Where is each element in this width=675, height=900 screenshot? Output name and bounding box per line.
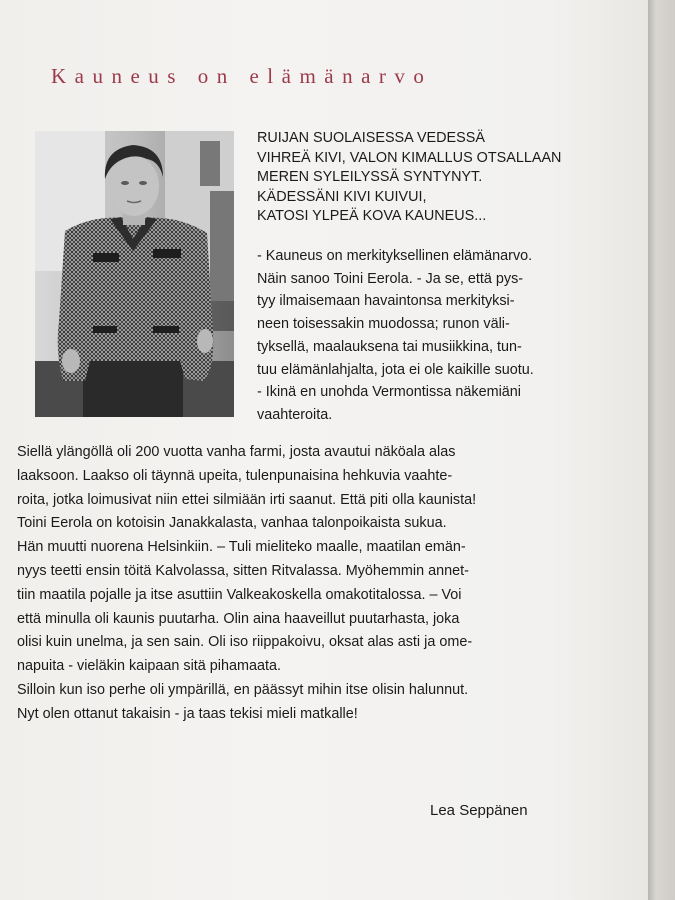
- intro-line: tuu elämänlahjalta, jota ei ole kaikille suotu.: [257, 361, 534, 378]
- body-line: Siellä ylängöllä oli 200 vuotta vanha farmi, josta avautui näköala alas: [17, 444, 456, 460]
- body-text: [17, 441, 637, 727]
- intro-line: neen toisessakin muodossa; runon väli-: [257, 316, 510, 333]
- body-line: Toini Eerola on kotoisin Janakkalasta, vanhaa talonpoikaista sukua.: [17, 515, 447, 532]
- body-line: Nyt olen ottanut takaisin - ja taas tekisi mieli matkalle!: [17, 705, 358, 722]
- intro-line: vaahteroita.: [257, 406, 333, 423]
- page-edge: [648, 0, 675, 900]
- body-line: olisi kuin unelma, ja sen sain. Oli iso riippakoivu, oksat alas asti ja ome-: [17, 634, 473, 651]
- poem-line: MEREN SYLEILYSSÄ SYNTYNYT.: [257, 169, 483, 185]
- poem-line: KATOSI YLPEÄ KOVA KAUNEUS...: [257, 208, 487, 224]
- body-line: Hän muutti nuorena Helsinkiin. – Tuli mieliteko maalle, maatilan emän-: [17, 539, 466, 556]
- body-line: tiin maatila pojalle ja itse asuttiin Valkeakoskella omakotitalossa. – Voi: [17, 586, 462, 603]
- poem: [257, 129, 577, 227]
- body-line: että minulla oli kaunis puutarha. Olin aina haaveillut puutarhasta, joka: [17, 610, 460, 627]
- intro-line: Näin sanoo Toini Eerola. - Ja se, että pys-: [257, 270, 524, 287]
- poem-line: VIHREÄ KIVI, VALON KIMALLUS OTSALLAAN: [257, 149, 562, 166]
- body-line: nyys teetti ensin töitä Kalvolassa, sitten Ritvalassa. Myöhemmin annet-: [17, 562, 469, 579]
- intro-paragraph: [257, 245, 587, 427]
- author-signature: Lea Seppänen: [430, 802, 528, 819]
- intro-line: - Ikinä en unohda Vermontissa näkemiäni: [257, 384, 521, 401]
- body-line: roita, jotka loimusivat niin ettei silmiään irti saanut. Että piti olla kaunista!: [17, 491, 477, 508]
- poem-line: RUIJAN SUOLAISESSA VEDESSÄ: [257, 130, 485, 146]
- poem-line: KÄDESSÄNI KIVI KUIVUI,: [257, 188, 427, 205]
- article-title: Kauneus on elämänarvo: [51, 64, 433, 88]
- body-line: laaksoon. Laakso oli täynnä upeita, tulenpunaisina hehkuvia vaahte-: [17, 467, 453, 484]
- portrait-photo: [35, 131, 234, 417]
- intro-line: tyy ilmaisemaan havaintonsa merkityksi-: [257, 293, 515, 310]
- body-line: napuita - vieläkin kaipaan sitä pihamaata.: [17, 658, 281, 675]
- intro-line: tyksellä, maalauksena tai musiikkina, tun-: [257, 338, 522, 355]
- body-line: Silloin kun iso perhe oli ympärillä, en päässyt mihin itse olisin halunnut.: [17, 681, 469, 698]
- intro-line: - Kauneus on merkityksellinen elämänarvo.: [257, 248, 533, 264]
